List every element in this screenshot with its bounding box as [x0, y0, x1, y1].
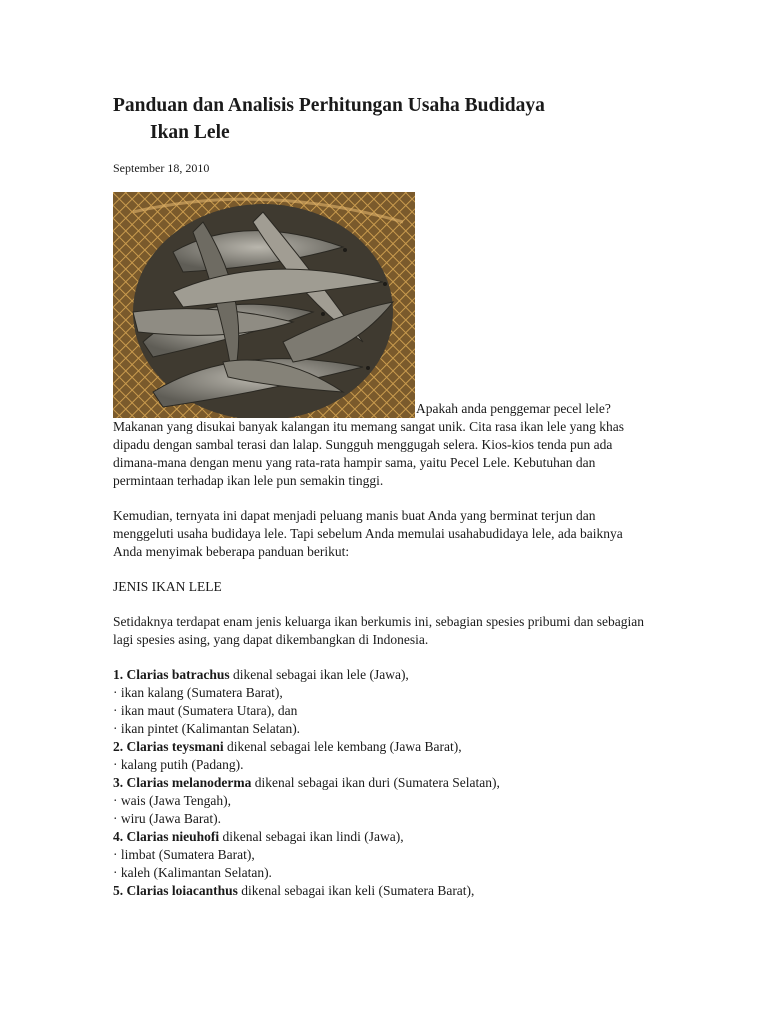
- intro-text: Apakah anda penggemar pecel lele? Makanan yang disukai banyak kalangan itu memang sangat unik. Cita rasa ikan lele yang khas dipadu dengan sambal terasi dan lalap. Sungguh menggugah selera. Kios-kios tenda pun ada dimana-mana dengan menu yang rata-rata hampir sama, yaitu Pecel Lele. Kebutuhan dan permintaan terhadap ikan lele pun semakin tinggi.: [113, 401, 624, 488]
- list-item: · ikan maut (Sumatera Utara), dan: [113, 703, 298, 718]
- article-title: [113, 92, 673, 146]
- list-item: · wais (Jawa Tengah),: [113, 793, 232, 808]
- list-item: [113, 666, 653, 684]
- species-name: 3. Clarias melanoderma: [113, 775, 252, 790]
- list-item: [113, 738, 653, 756]
- catfish-in-net-image: [113, 192, 415, 418]
- list-item: · kaleh (Kalimantan Selatan).: [113, 865, 272, 880]
- species-name: 2. Clarias teysmani: [113, 739, 224, 754]
- species-desc: dikenal sebagai lele kembang (Jawa Barat),: [223, 739, 462, 754]
- article-title-line-2: Ikan Lele: [150, 122, 230, 143]
- list-item: · ikan kalang (Sumatera Barat),: [113, 685, 283, 700]
- species-desc: dikenal sebagai ikan keli (Sumatera Barat),: [237, 883, 475, 898]
- species-desc: dikenal sebagai ikan lindi (Jawa),: [219, 829, 404, 844]
- species-name: 4. Clarias nieuhofi: [113, 829, 220, 844]
- list-item: · kalang putih (Padang).: [113, 757, 244, 772]
- species-name: 1. Clarias batrachus: [113, 667, 230, 682]
- list-item: · limbat (Sumatera Barat),: [113, 847, 255, 862]
- list-item: [113, 828, 653, 846]
- intro-paragraph: [113, 192, 653, 490]
- article-body: [113, 192, 653, 900]
- paragraph-3: Setidaknya terdapat enam jenis keluarga ikan berkumis ini, sebagian spesies pribumi dan sebagian lagi spesies asing, yang dapat dikembangkan di Indonesia.: [113, 614, 644, 647]
- species-desc: dikenal sebagai ikan lele (Jawa),: [229, 667, 409, 682]
- article-date: September 18, 2010: [113, 161, 210, 175]
- article-title-line-1: Panduan dan Analisis Perhitungan Usaha Budidaya: [113, 95, 545, 116]
- list-item: [113, 774, 653, 792]
- species-desc: dikenal sebagai ikan duri (Sumatera Selatan),: [251, 775, 500, 790]
- section-heading: JENIS IKAN LELE: [113, 579, 222, 594]
- species-list: [113, 666, 653, 900]
- list-item: [113, 882, 653, 900]
- species-name: 5. Clarias loiacanthus: [113, 883, 238, 898]
- list-item: · ikan pintet (Kalimantan Selatan).: [113, 721, 301, 736]
- paragraph-2: Kemudian, ternyata ini dapat menjadi peluang manis buat Anda yang berminat terjun dan menggeluti usaha budidaya lele. Tapi sebelum Anda memulai usahabudidaya lele, ada baiknya Anda menyimak beberapa panduan berikut:: [113, 508, 623, 559]
- list-item: · wiru (Jawa Barat).: [113, 811, 221, 826]
